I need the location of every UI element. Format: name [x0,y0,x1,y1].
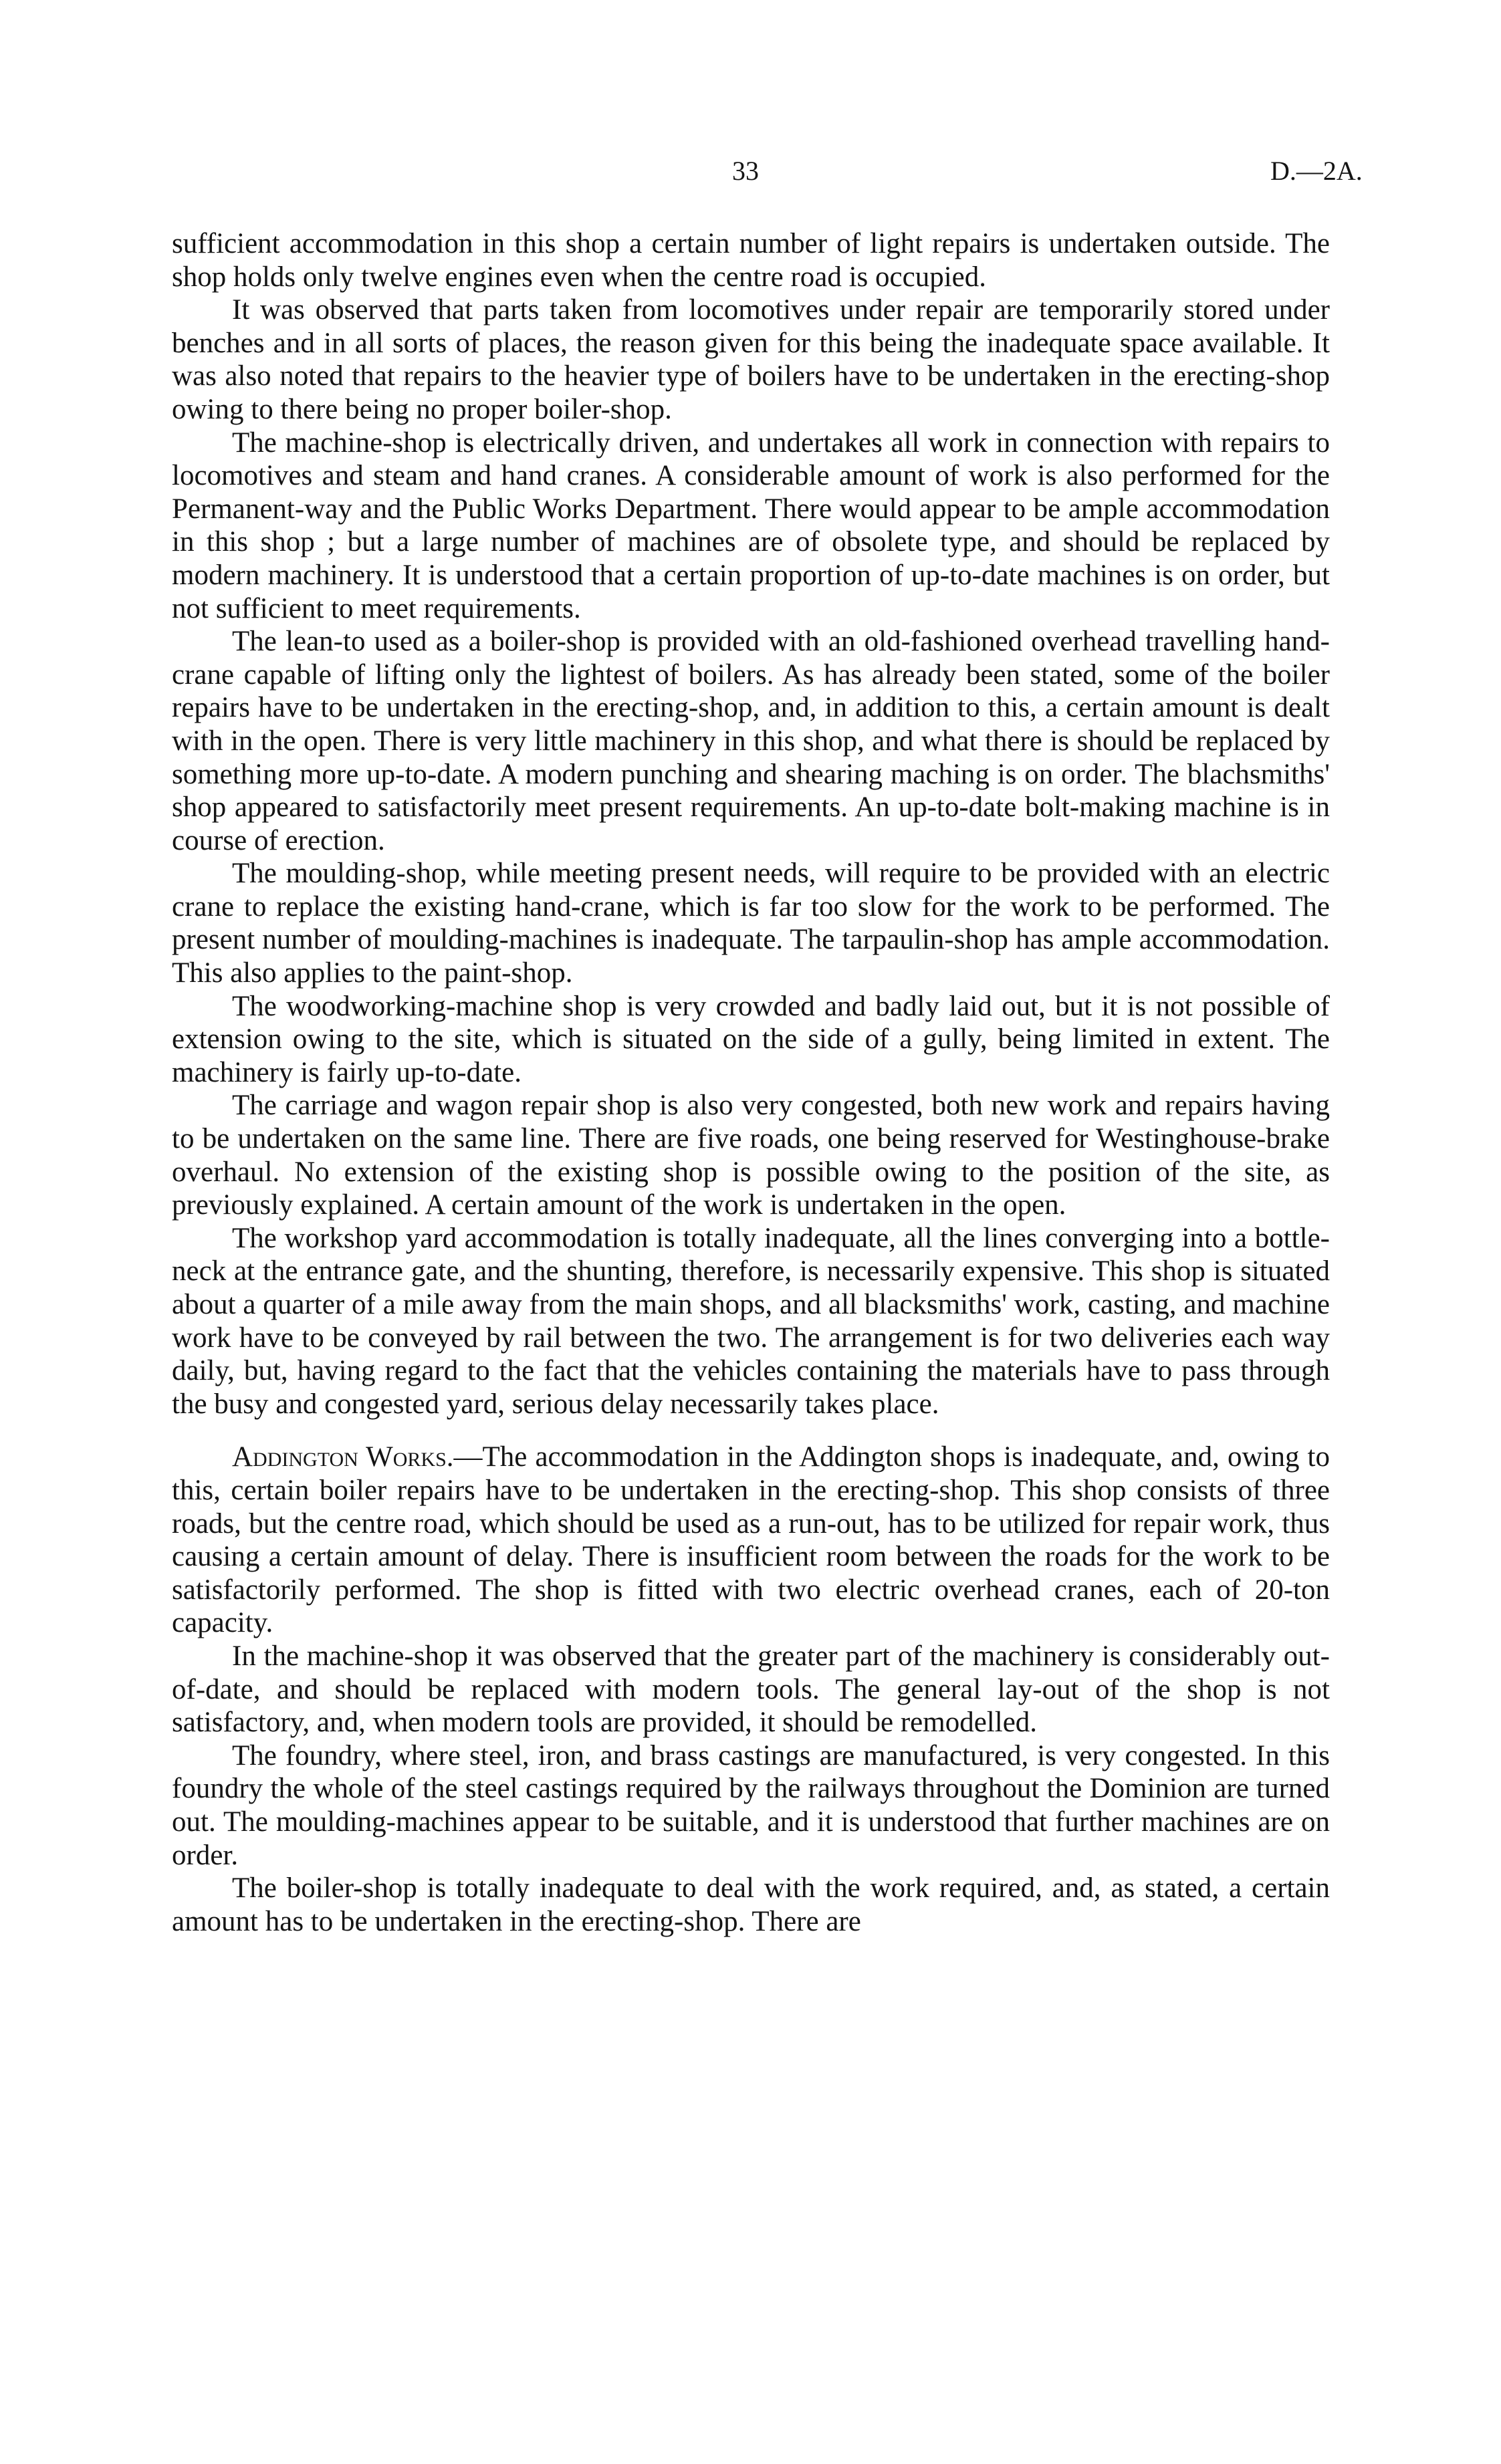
paragraph: sufficient accommodation in this shop a certain number of light repairs is undertaken outside. The shop holds only twelve engines even when the centre road is occupied. [172,228,1330,293]
paragraph: The foundry, where steel, iron, and brass castings are manufactured, is very congested. In this foundry the whole of the steel castings required by the railways throughout the Dominion are turned out. The moulding-machines appear to be suitable, and it is understood that further machines are on order. [172,1739,1330,1871]
paragraph: The woodworking-machine shop is very crowded and badly laid out, but it is not possible of extension owing to the site, which is situated on the side of a gully, being limited in extent. The machinery is fairly up-to-date. [172,990,1330,1088]
paragraph: The boiler-shop is totally inadequate to deal with the work required, and, as stated, a certain amount has to be undertaken in the erecting-shop. There are [172,1872,1330,1937]
paragraph: The machine-shop is electrically driven, and undertakes all work in connection with repairs to locomotives and steam and hand cranes. A considerable amount of work is also performed for the Permanent-way and the Public Works Department. There would appear to be ample accommodation in this shop ; but a large number of machines are of obsolete type, and should be replaced by modern machinery. It is understood that a certain proportion of up-to-date machines is on order, but not sufficient to meet requirements. [172,426,1330,624]
paragraph: The lean-to used as a boiler-shop is provided with an old-fashioned overhead travelling hand-crane capable of lifting only the lightest of boilers. As has already been stated, some of the boiler repairs have to be undertaken in the erecting-shop, and, in addition to this, a certain amount is dealt with in the open. There is very little machinery in this shop, and what there is should be replaced by something more up-to-date. A modern punching and shearing maching is on order. The blachsmiths' shop appeared to satisfactorily meet present requirements. An up-to-date bolt-making machine is in course of erection. [172,626,1330,856]
page-number: 33 [732,156,759,186]
paragraph: The carriage and wagon repair shop is also very congested, both new work and repairs having to be undertaken on the same line. There are five roads, one being reserved for Westinghouse-brake overhaul. No extension of the existing shop is possible owing to the position of the site, as previously explained. A certain amount of the work is undertaken in the open. [172,1090,1330,1221]
section-text: —The accommodation in the Addington shops is inadequate, and, owing to this, certain boiler repairs have to be undertaken in the erecting-shop. This shop consists of three roads, but the centre road, which should be used as a run-out, has to be utilized for repair work, thus causing a certain amount of delay. There is insufficient room between the roads for the work to be satisfactorily performed. The shop is fitted with two electric overhead cranes, each of 20-ton capacity. [172,1441,1331,1639]
paragraph: The workshop yard accommodation is totally inadequate, all the lines converging into a bottle-neck at the entrance gate, and the shunting, therefore, is necessarily expensive. This shop is situated about a quarter of a mile away from the main shops, and all blacksmiths' work, casting, and machine work have to be conveyed by rail between the two. The arrangement is for two deliveries each way daily, but, having regard to the fact that the vehicles containing the materials have to pass through the busy and congested yard, serious delay necessarily takes place. [172,1222,1330,1420]
section-paragraph-addington [172,1441,1330,1640]
page-header [0,155,1501,195]
paragraph: It was observed that parts taken from locomotives under repair are temporarily stored under benches and in all sorts of places, the reason given for this being the inadequate space available. It was also noted that repairs to the heavier type of boilers have to be undertaken in the erecting-shop owing to there being no proper boiler-shop. [172,294,1330,425]
paragraph: The moulding-shop, while meeting present needs, will require to be provided with an electric crane to replace the existing hand-crane, which is far too slow for the work to be performed. The present number of moulding-machines is inadequate. The tarpaulin-shop has ample accommodation. This also applies to the paint-shop. [172,858,1330,989]
document-reference: D.—2A. [1270,156,1363,186]
paragraph: In the machine-shop it was observed that the greater part of the machinery is considerably out-of-date, and should be replaced with modern tools. The general lay-out of the shop is not satisfactory, and, when modern tools are provided, it should be remodelled. [172,1640,1330,1739]
body-text [172,227,1330,1938]
section-heading: Addington Works. [232,1441,454,1473]
